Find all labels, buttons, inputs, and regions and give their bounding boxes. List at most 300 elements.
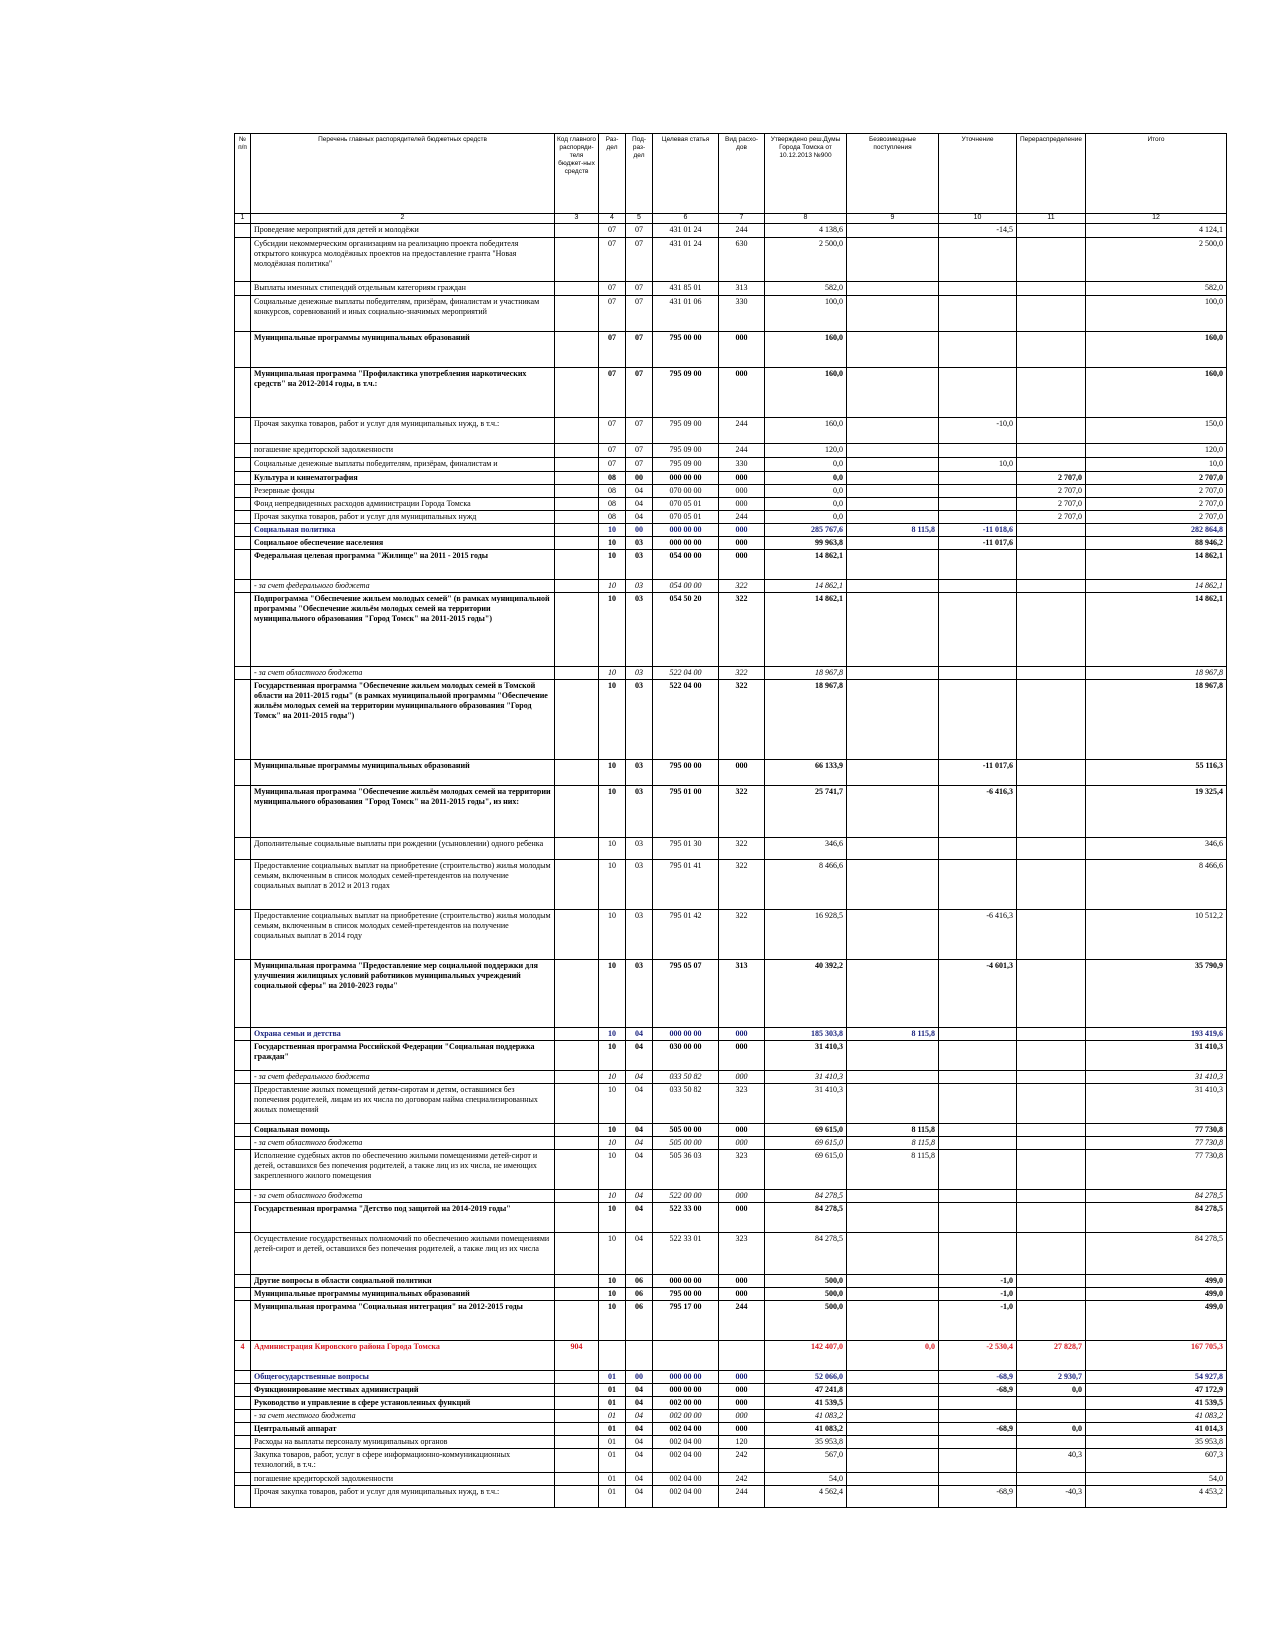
table-row: [235, 368, 1227, 418]
cell-num: 4: [235, 1341, 251, 1371]
cell-podrazdel: 07: [626, 458, 653, 472]
cell-redistrib: [1017, 1124, 1086, 1137]
cell-total: 35 790,9: [1086, 960, 1227, 1028]
col-number: 8: [765, 214, 847, 224]
cell-razdel: 08: [599, 485, 626, 498]
cell-gratis: [847, 910, 939, 960]
cell-article: 000 00 00: [653, 524, 719, 537]
cell-article: 030 00 00: [653, 1041, 719, 1071]
cell-podrazdel: 04: [626, 1203, 653, 1233]
cell-total: 14 862,1: [1086, 580, 1227, 593]
cell-name: Общегосударственные вопросы: [251, 1371, 555, 1384]
budget-table: [234, 133, 1227, 1508]
cell-gratis: 8 115,8: [847, 1137, 939, 1150]
col-number: 1: [235, 214, 251, 224]
cell-gratis: [847, 444, 939, 458]
cell-gratis: [847, 224, 939, 238]
cell-podrazdel: 04: [626, 1028, 653, 1041]
cell-gratis: 8 115,8: [847, 1028, 939, 1041]
cell-name: Осуществление государственных полномочий по обеспечению жилыми помещениями детей-сирот и детей, оставшихся без попечения родителей, а также лиц из их числа: [251, 1233, 555, 1275]
cell-podrazdel: 00: [626, 524, 653, 537]
cell-razdel: 10: [599, 1150, 626, 1190]
cell-num: [235, 1124, 251, 1137]
cell-gratis: [847, 498, 939, 511]
cell-total: 160,0: [1086, 332, 1227, 368]
cell-num: [235, 1233, 251, 1275]
cell-podrazdel: 07: [626, 224, 653, 238]
cell-gratis: [847, 1449, 939, 1473]
cell-vid: 323: [719, 1233, 765, 1275]
cell-code: [555, 1041, 599, 1071]
cell-num: [235, 1071, 251, 1084]
cell-name: Закупка товаров, работ, услуг в сфере информационно-коммуникационных технологий, в т.ч.:: [251, 1449, 555, 1473]
cell-vid: 242: [719, 1449, 765, 1473]
cell-podrazdel: 00: [626, 1371, 653, 1384]
cell-podrazdel: [626, 1341, 653, 1371]
cell-redistrib: 27 828,7: [1017, 1341, 1086, 1371]
cell-name: Муниципальная программа "Социальная интеграция" на 2012-2015 годы: [251, 1301, 555, 1341]
cell-razdel: 08: [599, 511, 626, 524]
cell-name: Расходы на выплаты персоналу муниципальных органов: [251, 1436, 555, 1449]
cell-redistrib: [1017, 296, 1086, 332]
column-number-row: [235, 214, 1227, 224]
cell-gratis: [847, 593, 939, 667]
cell-total: 18 967,8: [1086, 680, 1227, 760]
cell-num: [235, 550, 251, 580]
cell-num: [235, 1041, 251, 1071]
cell-code: [555, 418, 599, 444]
cell-name: Прочая закупка товаров, работ и услуг для муниципальных нужд: [251, 511, 555, 524]
cell-podrazdel: 04: [626, 1384, 653, 1397]
cell-razdel: 10: [599, 760, 626, 786]
cell-vid: 323: [719, 1150, 765, 1190]
cell-total: 2 707,0: [1086, 472, 1227, 485]
cell-gratis: 8 115,8: [847, 524, 939, 537]
cell-gratis: [847, 1410, 939, 1423]
table-row: [235, 1384, 1227, 1397]
cell-razdel: 07: [599, 224, 626, 238]
col-number: 12: [1086, 214, 1227, 224]
cell-razdel: 10: [599, 1071, 626, 1084]
cell-code: [555, 860, 599, 910]
table-row: [235, 282, 1227, 296]
cell-name: Исполнение судебных актов по обеспечению жилыми помещениями детей-сирот и детей, оставшихся без попечения родителей, а также лиц из их числа, не имеющих закрепленного жилого помещения: [251, 1150, 555, 1190]
cell-code: [555, 537, 599, 550]
col-number: 9: [847, 214, 939, 224]
cell-gratis: [847, 1301, 939, 1341]
cell-redistrib: [1017, 458, 1086, 472]
cell-total: 31 410,3: [1086, 1071, 1227, 1084]
cell-name: Предоставление социальных выплат на приобретение (строительство) жилья молодым семьям, включенным в список молодых семей-претендентов на получение социальных выплат в 2012 и 2013 годах: [251, 860, 555, 910]
cell-clarify: -6 416,3: [939, 910, 1017, 960]
cell-podrazdel: 03: [626, 786, 653, 838]
cell-vid: 330: [719, 296, 765, 332]
cell-clarify: [939, 550, 1017, 580]
cell-num: [235, 860, 251, 910]
table-row: [235, 667, 1227, 680]
cell-name: Подпрограмма "Обеспечение жильем молодых семей" (в рамках муниципальной программы "Обеспечение жильём молодых семей на территории муниципального образования "Город Томск" на 2011-2015 годы"): [251, 593, 555, 667]
cell-razdel: 10: [599, 1028, 626, 1041]
cell-podrazdel: 06: [626, 1275, 653, 1288]
cell-clarify: -1,0: [939, 1275, 1017, 1288]
cell-article: 505 36 03: [653, 1150, 719, 1190]
table-row: [235, 458, 1227, 472]
cell-code: [555, 444, 599, 458]
cell-vid: 244: [719, 224, 765, 238]
cell-podrazdel: 04: [626, 1137, 653, 1150]
cell-code: [555, 680, 599, 760]
cell-approved: 52 066,0: [765, 1371, 847, 1384]
table-row: [235, 1341, 1227, 1371]
table-row: [235, 838, 1227, 860]
cell-code: [555, 1301, 599, 1341]
cell-clarify: [939, 1071, 1017, 1084]
cell-clarify: -10,0: [939, 418, 1017, 444]
cell-num: [235, 786, 251, 838]
cell-podrazdel: 03: [626, 860, 653, 910]
header-num: № п/п: [235, 134, 251, 214]
cell-code: [555, 1410, 599, 1423]
cell-code: [555, 1486, 599, 1508]
cell-clarify: [939, 472, 1017, 485]
cell-podrazdel: 07: [626, 332, 653, 368]
cell-vid: 000: [719, 368, 765, 418]
table-row: [235, 860, 1227, 910]
cell-vid: 313: [719, 282, 765, 296]
cell-total: 77 730,8: [1086, 1137, 1227, 1150]
cell-podrazdel: 07: [626, 444, 653, 458]
cell-code: [555, 1233, 599, 1275]
cell-gratis: [847, 860, 939, 910]
cell-code: [555, 498, 599, 511]
cell-approved: 99 963,8: [765, 537, 847, 550]
cell-total: 607,3: [1086, 1449, 1227, 1473]
cell-article: 522 00 00: [653, 1190, 719, 1203]
cell-redistrib: [1017, 1071, 1086, 1084]
cell-name: Социальные денежные выплаты победителям, призёрам, финалистам и участникам конкурсов, соревнований и иных социально-значимых мероприятий: [251, 296, 555, 332]
header-gratis: Безвозмездные поступления: [847, 134, 939, 214]
cell-name: Государственная программа "Детство под защитой на 2014-2019 годы": [251, 1203, 555, 1233]
cell-vid: 000: [719, 1137, 765, 1150]
cell-redistrib: [1017, 1028, 1086, 1041]
cell-article: 522 04 00: [653, 680, 719, 760]
cell-article: 054 50 20: [653, 593, 719, 667]
cell-podrazdel: 04: [626, 511, 653, 524]
cell-total: 47 172,9: [1086, 1384, 1227, 1397]
cell-article: 000 00 00: [653, 537, 719, 550]
cell-vid: 322: [719, 593, 765, 667]
cell-clarify: [939, 485, 1017, 498]
cell-razdel: 10: [599, 537, 626, 550]
table-row: [235, 524, 1227, 537]
cell-article: 431 85 01: [653, 282, 719, 296]
cell-approved: 69 615,0: [765, 1150, 847, 1190]
cell-total: 4 124,1: [1086, 224, 1227, 238]
cell-article: 522 33 00: [653, 1203, 719, 1233]
cell-vid: 000: [719, 550, 765, 580]
cell-article: 522 04 00: [653, 667, 719, 680]
cell-razdel: 07: [599, 282, 626, 296]
cell-gratis: [847, 418, 939, 444]
cell-total: 55 116,3: [1086, 760, 1227, 786]
cell-vid: 000: [719, 760, 765, 786]
header-article: Целевая статья: [653, 134, 719, 214]
cell-redistrib: [1017, 786, 1086, 838]
cell-podrazdel: 03: [626, 667, 653, 680]
cell-name: погашение кредиторской задолженности: [251, 444, 555, 458]
cell-gratis: [847, 1071, 939, 1084]
cell-approved: 4 562,4: [765, 1486, 847, 1508]
cell-podrazdel: 04: [626, 1190, 653, 1203]
cell-redistrib: [1017, 1190, 1086, 1203]
cell-approved: 14 862,1: [765, 580, 847, 593]
cell-gratis: [847, 1288, 939, 1301]
cell-article: 795 17 00: [653, 1301, 719, 1341]
cell-code: [555, 910, 599, 960]
cell-code: [555, 472, 599, 485]
cell-gratis: [847, 485, 939, 498]
cell-approved: 41 083,2: [765, 1423, 847, 1436]
cell-code: [555, 667, 599, 680]
cell-vid: 000: [719, 1041, 765, 1071]
cell-approved: 54,0: [765, 1473, 847, 1486]
cell-total: 150,0: [1086, 418, 1227, 444]
cell-razdel: 01: [599, 1371, 626, 1384]
cell-num: [235, 418, 251, 444]
cell-redistrib: [1017, 418, 1086, 444]
cell-approved: 2 500,0: [765, 238, 847, 282]
table-row: [235, 960, 1227, 1028]
cell-clarify: [939, 1397, 1017, 1410]
cell-code: [555, 1397, 599, 1410]
cell-redistrib: 2 930,7: [1017, 1371, 1086, 1384]
cell-approved: 35 953,8: [765, 1436, 847, 1449]
cell-approved: 500,0: [765, 1288, 847, 1301]
cell-redistrib: [1017, 1150, 1086, 1190]
cell-approved: 500,0: [765, 1275, 847, 1288]
cell-redistrib: [1017, 960, 1086, 1028]
cell-podrazdel: 04: [626, 1124, 653, 1137]
col-number: 5: [626, 214, 653, 224]
cell-clarify: -11 018,6: [939, 524, 1017, 537]
cell-razdel: 10: [599, 1084, 626, 1124]
cell-code: [555, 368, 599, 418]
cell-name: Муниципальные программы муниципальных образований: [251, 760, 555, 786]
col-number: 3: [555, 214, 599, 224]
cell-vid: 313: [719, 960, 765, 1028]
cell-approved: 14 862,1: [765, 593, 847, 667]
col-number: 7: [719, 214, 765, 224]
table-row: [235, 537, 1227, 550]
cell-code: [555, 1124, 599, 1137]
cell-redistrib: [1017, 1410, 1086, 1423]
cell-total: 2 500,0: [1086, 238, 1227, 282]
cell-vid: 244: [719, 1301, 765, 1341]
table-row: [235, 498, 1227, 511]
table-row: [235, 485, 1227, 498]
table-row: [235, 1203, 1227, 1233]
cell-redistrib: [1017, 1436, 1086, 1449]
cell-total: 54 927,8: [1086, 1371, 1227, 1384]
cell-vid: 000: [719, 1410, 765, 1423]
cell-vid: 322: [719, 838, 765, 860]
cell-name: Государственная программа Российской Федерации "Социальная поддержка граждан": [251, 1041, 555, 1071]
table-body: [235, 224, 1227, 1508]
cell-razdel: 10: [599, 1233, 626, 1275]
cell-name: Фонд непредвиденных расходов администрации Города Томска: [251, 498, 555, 511]
cell-redistrib: [1017, 537, 1086, 550]
cell-article: 795 01 41: [653, 860, 719, 910]
cell-code: [555, 1275, 599, 1288]
cell-name: Муниципальная программа "Предоставление мер социальной поддержки для улучшения жилищных условий работников муниципальных учреждений социальной сферы" на 2010-2023 годы": [251, 960, 555, 1028]
cell-vid: 323: [719, 1084, 765, 1124]
cell-podrazdel: 03: [626, 760, 653, 786]
cell-num: [235, 760, 251, 786]
cell-gratis: [847, 1084, 939, 1124]
cell-approved: 0,0: [765, 472, 847, 485]
cell-name: Центральный аппарат: [251, 1423, 555, 1436]
cell-gratis: [847, 511, 939, 524]
cell-num: [235, 498, 251, 511]
col-number: 10: [939, 214, 1017, 224]
cell-article: 054 00 00: [653, 550, 719, 580]
cell-num: [235, 1301, 251, 1341]
cell-code: [555, 1384, 599, 1397]
cell-num: [235, 960, 251, 1028]
cell-razdel: 10: [599, 1275, 626, 1288]
cell-razdel: 07: [599, 238, 626, 282]
table-row: [235, 1084, 1227, 1124]
cell-num: [235, 667, 251, 680]
table-row: [235, 1410, 1227, 1423]
cell-approved: 25 741,7: [765, 786, 847, 838]
cell-total: 499,0: [1086, 1275, 1227, 1288]
cell-redistrib: [1017, 667, 1086, 680]
cell-article: 000 00 00: [653, 1384, 719, 1397]
cell-article: 431 01 24: [653, 224, 719, 238]
cell-approved: 41 539,5: [765, 1397, 847, 1410]
cell-num: [235, 1028, 251, 1041]
cell-gratis: [847, 332, 939, 368]
cell-article: 033 50 82: [653, 1071, 719, 1084]
cell-gratis: [847, 1384, 939, 1397]
cell-podrazdel: 04: [626, 1041, 653, 1071]
cell-num: [235, 332, 251, 368]
cell-podrazdel: 03: [626, 550, 653, 580]
cell-num: [235, 1397, 251, 1410]
cell-podrazdel: 00: [626, 472, 653, 485]
cell-name: Федеральная целевая программа "Жилище" на 2011 - 2015 годы: [251, 550, 555, 580]
cell-code: [555, 1288, 599, 1301]
table-row: [235, 580, 1227, 593]
cell-gratis: [847, 296, 939, 332]
cell-num: [235, 1150, 251, 1190]
cell-num: [235, 1384, 251, 1397]
cell-razdel: 10: [599, 960, 626, 1028]
cell-total: 10,0: [1086, 458, 1227, 472]
cell-total: 499,0: [1086, 1301, 1227, 1341]
cell-redistrib: [1017, 1084, 1086, 1124]
cell-code: [555, 960, 599, 1028]
cell-podrazdel: 03: [626, 910, 653, 960]
cell-clarify: [939, 1410, 1017, 1423]
cell-name: - за счет областного бюджета: [251, 667, 555, 680]
cell-name: Прочая закупка товаров, работ и услуг для муниципальных нужд, в т.ч.:: [251, 418, 555, 444]
cell-clarify: [939, 680, 1017, 760]
cell-approved: 500,0: [765, 1301, 847, 1341]
table-row: [235, 1190, 1227, 1203]
cell-code: [555, 1137, 599, 1150]
cell-num: [235, 1436, 251, 1449]
cell-redistrib: 2 707,0: [1017, 485, 1086, 498]
cell-num: [235, 537, 251, 550]
cell-num: [235, 1203, 251, 1233]
cell-approved: 18 967,8: [765, 667, 847, 680]
cell-vid: 000: [719, 1275, 765, 1288]
cell-razdel: 10: [599, 1124, 626, 1137]
cell-vid: 000: [719, 498, 765, 511]
cell-razdel: 10: [599, 1137, 626, 1150]
cell-code: [555, 485, 599, 498]
cell-vid: 630: [719, 238, 765, 282]
cell-code: [555, 458, 599, 472]
cell-num: [235, 1190, 251, 1203]
cell-redistrib: [1017, 838, 1086, 860]
cell-num: [235, 511, 251, 524]
cell-code: [555, 1150, 599, 1190]
cell-razdel: 10: [599, 786, 626, 838]
cell-razdel: [599, 1341, 626, 1371]
cell-total: 14 862,1: [1086, 550, 1227, 580]
cell-total: 77 730,8: [1086, 1150, 1227, 1190]
cell-clarify: [939, 511, 1017, 524]
cell-gratis: 8 115,8: [847, 1124, 939, 1137]
cell-num: [235, 1137, 251, 1150]
cell-name: Администрация Кировского района Города Томска: [251, 1341, 555, 1371]
cell-total: 35 953,8: [1086, 1436, 1227, 1449]
cell-redistrib: 0,0: [1017, 1384, 1086, 1397]
cell-vid: 244: [719, 511, 765, 524]
cell-code: [555, 524, 599, 537]
cell-redistrib: [1017, 1137, 1086, 1150]
cell-approved: 142 407,0: [765, 1341, 847, 1371]
table-row: [235, 224, 1227, 238]
cell-total: 41 083,2: [1086, 1410, 1227, 1423]
table-row: [235, 786, 1227, 838]
cell-redistrib: -40,3: [1017, 1486, 1086, 1508]
cell-razdel: 08: [599, 472, 626, 485]
cell-redistrib: [1017, 1301, 1086, 1341]
cell-article: 505 00 00: [653, 1137, 719, 1150]
table-row: [235, 1397, 1227, 1410]
cell-clarify: [939, 296, 1017, 332]
cell-podrazdel: 04: [626, 498, 653, 511]
cell-name: Руководство и управление в сфере установленных функций: [251, 1397, 555, 1410]
header-razdel: Раз-дел: [599, 134, 626, 214]
cell-code: [555, 760, 599, 786]
cell-approved: 18 967,8: [765, 680, 847, 760]
cell-redistrib: [1017, 910, 1086, 960]
cell-approved: 31 410,3: [765, 1084, 847, 1124]
header-clarify: Уточнение: [939, 134, 1017, 214]
cell-gratis: [847, 1275, 939, 1288]
cell-num: [235, 1084, 251, 1124]
cell-approved: 0,0: [765, 498, 847, 511]
cell-vid: 244: [719, 444, 765, 458]
cell-num: [235, 1275, 251, 1288]
header-podrazdel: Под-раз-дел: [626, 134, 653, 214]
cell-redistrib: [1017, 368, 1086, 418]
